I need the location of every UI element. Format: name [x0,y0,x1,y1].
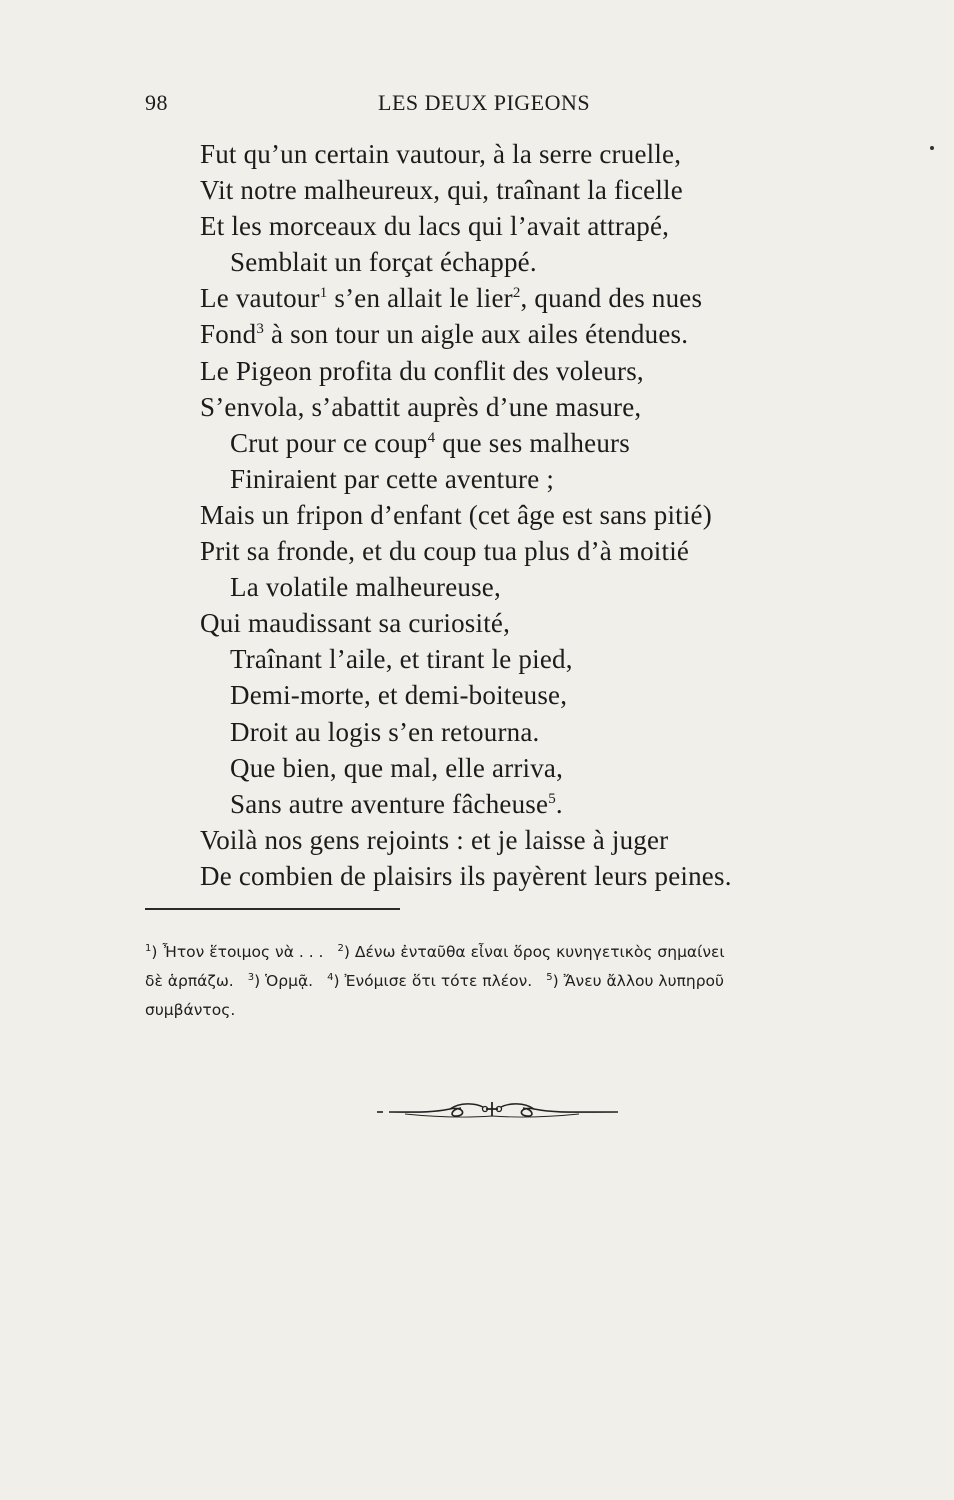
footnote-line: $^1$) Ἦτον ἕτοιμος νὰ . . . $^2$) Δένω ἐνταῦθα εἶναι ὅρος κυνηγετικὸς σημαίνει [145,943,725,961]
poem-line-text: Semblait un forçat échappé. [230,247,537,278]
poem-line [200,822,840,858]
footnote-marker: 2 [337,943,344,954]
poem-line [200,605,840,641]
poem-line-text: à son tour un aigle aux ailes étendues. [264,319,689,350]
poem-line [200,497,840,533]
poem-line-text: Sans autre aventure fâcheuse [230,788,549,819]
poem-line [200,641,840,677]
poem-line [200,461,840,497]
print-speck [930,146,934,150]
poem-line-text: Finiraient par cette aventure ; [230,463,555,494]
poem-line [200,714,840,750]
poem-line-text: Demi-morte, et demi-boiteuse, [230,680,568,711]
footnote-2-cont: δὲ ἁρπάζω. [145,972,234,990]
footnote-5-cont: συμβάντος. [145,1001,236,1019]
poem-line [200,425,840,461]
note-reference: 5 [548,790,556,807]
poem-line-text: que ses malheurs [435,427,630,458]
poem-line [200,389,840,425]
poem-line-text: Le vautour [200,283,320,314]
poem-line [200,244,840,280]
footnote-2: Δένω ἐνταῦθα εἶναι ὅρος κυνηγετικὸς σημαίνει [354,943,725,961]
poem-line-text: Que bien, que mal, elle arriva, [230,752,564,783]
poem-line-text: De combien de plaisirs ils payèrent leurs peines. [200,860,732,891]
poem-line-text: La volatile malheureuse, [230,572,501,603]
poem-line-text: Voilà nos gens rejoints : et je laisse à juger [200,824,669,855]
poem-line-text: Et les morceaux du lacs qui l’avait attrapé, [200,211,670,242]
footnote-line: δὲ ἁρπάζω. $^3$) Ὁρμᾷ. $^4$) Ἐνόμισε ὅτι τότε πλέον. $^5$) Ἄνευ ἄλλου λυπηροῦ [145,972,724,990]
poem-text [200,136,840,894]
poem-line-text: Qui maudissant sa curiosité, [200,608,511,639]
page-number: 98 [145,90,168,115]
poem-line-text: , quand des nues [520,283,703,314]
note-reference: 3 [256,321,265,338]
footnote-line [145,996,855,1025]
poem-line [200,172,840,208]
footnotes [145,938,855,1025]
tailpiece-flourish-icon [375,1097,620,1127]
poem-line-text: Vit notre malheureux, qui, traînant la ficelle [200,175,683,206]
poem-line-text: Le Pigeon profita du conflit des voleurs, [200,355,644,386]
poem-line [200,858,840,894]
note-reference: 4 [427,429,436,446]
footnote-marker: 4 [327,972,334,983]
poem-line-text: s’en allait le lier [327,283,513,314]
poem-line [200,677,840,713]
poem-line [200,280,840,316]
poem-line [200,786,840,822]
footnote-separator [145,908,400,910]
note-reference: 2 [512,285,521,302]
poem-line-text: Fond [200,319,257,350]
poem-line-text: Droit au logis s’en retourna. [230,716,540,747]
footnote-3: Ὁρμᾷ. [265,972,314,990]
note-reference: 1 [319,285,328,302]
poem-line [200,316,840,352]
footnote-1: Ἦτον ἕτοιμος νὰ . . . [162,943,324,961]
poem-line-text: . [555,788,563,819]
poem-line [200,750,840,786]
footnote-5: Ἄνευ ἄλλου λυπηροῦ [563,972,724,990]
page-header [145,90,825,120]
running-title: LES DEUX PIGEONS [378,90,591,115]
footnote-marker: 1 [145,943,152,954]
footnote-marker: 3 [247,972,255,983]
poem-line-text: Prit sa fronde, et du coup tua plus d’à moitié [200,536,690,567]
poem-line-text: Mais un fripon d’enfant (cet âge est sans pitié) [200,499,712,530]
poem-line [200,533,840,569]
poem-line-text: Crut pour ce coup [230,427,428,458]
poem-line [200,136,840,172]
footnote-4: Ἐνόμισε ὅτι τότε πλέον. [344,972,533,990]
poem-line-text: S’envola, s’abattit auprès d’une masure, [200,391,642,422]
poem-line [200,569,840,605]
poem-line-text: Fut qu’un certain vautour, à la serre cruelle, [200,139,682,169]
poem-line [200,208,840,244]
poem-line [200,353,840,389]
footnote-marker: 5 [546,972,553,983]
poem-line-text: Traînant l’aile, et tirant le pied, [230,644,573,675]
